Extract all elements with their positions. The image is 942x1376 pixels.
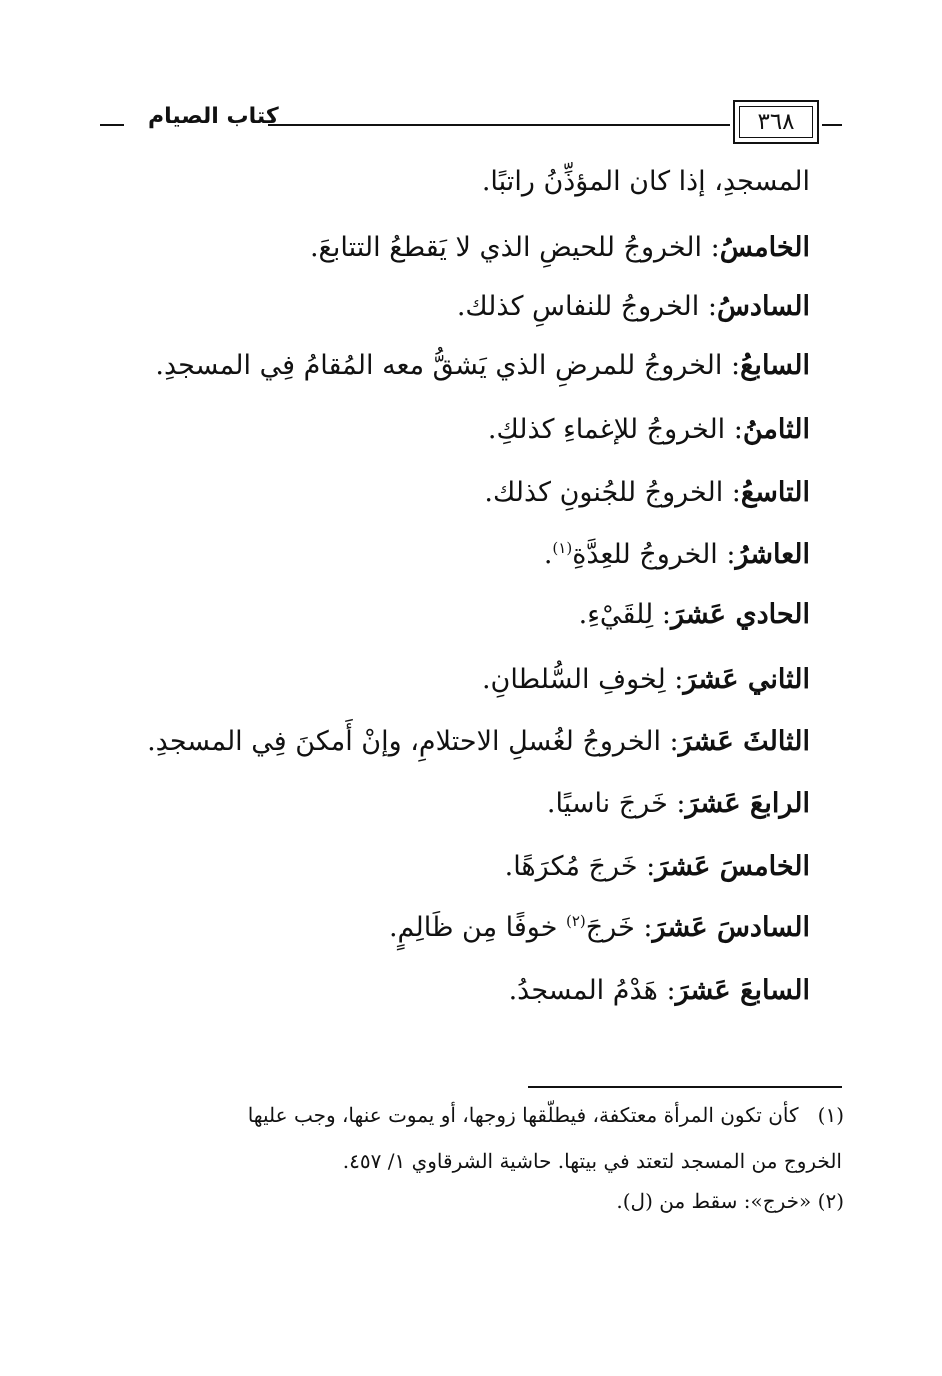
line-tail: خوفًا مِن ظَالِمٍ. (388, 912, 566, 943)
line-label: الحادي عَشرَ (670, 599, 810, 630)
text-line (509, 971, 810, 1011)
footnote-1-line-1 (248, 1098, 844, 1132)
text-line (482, 162, 810, 202)
header-rule-middle (268, 124, 730, 126)
header-rule-left (100, 124, 124, 126)
text-line (389, 908, 810, 948)
line-text: : خَرجَ مُكرَهًا. (504, 851, 656, 882)
line-label: الثالثَ عَشرَ (678, 726, 810, 757)
line-text: : لِخوفِ السُّلطانِ. (481, 664, 684, 695)
footnote-separator (528, 1086, 842, 1088)
footnote-1-number: (١) (817, 1103, 844, 1127)
line-label: التاسعُ (740, 477, 810, 508)
book-title: كتاب الصيام (148, 104, 279, 129)
footnote-1-line-2 (343, 1144, 842, 1178)
footnote-1-continuation: الخروج من المسجد لتعتد في بيتها. حاشية الشرقاوي ١/ ٤٥٧. (342, 1149, 842, 1173)
line-text: : خَرجَ (585, 912, 653, 943)
line-label: السادسُ (716, 291, 810, 322)
page-number: ٣٦٨ (739, 106, 813, 138)
text-line (457, 287, 810, 327)
footnote-ref-2: (٢) (565, 912, 586, 930)
line-tail: . (543, 539, 553, 570)
text-line (310, 228, 810, 268)
line-text: المسجدِ، إذا كان المؤذِّنُ راتبًا. (481, 166, 810, 197)
text-line (544, 535, 810, 575)
footnote-1-text: كأن تكون المرأة معتكفة، فيطلّقها زوجها، أو يموت عنها، وجب عليها (247, 1103, 799, 1127)
text-line (482, 660, 810, 700)
text-line (505, 847, 810, 887)
line-label: السابعُ (740, 350, 810, 381)
text-line (488, 410, 810, 450)
footnote-ref-1: (١) (552, 539, 573, 557)
text-line (155, 346, 810, 386)
line-label: الثامنُ (742, 414, 810, 445)
line-text: : الخروجُ للمرضِ الذي يَشقُّ معه المُقامُ فِي المسجدِ. (155, 350, 741, 381)
line-text: : الخروجُ للعِدَّةِ (572, 539, 736, 570)
footnote-2 (616, 1184, 844, 1218)
line-text: : الخروجُ لغُسلِ الاحتلامِ، وإنْ أَمكنَ فِي المسجدِ. (147, 726, 679, 757)
line-text: : الخروجُ للنفاسِ كذلك. (456, 291, 717, 322)
line-label: السابعَ عَشرَ (675, 975, 810, 1006)
text-line (547, 784, 810, 824)
line-label: الخامسَ عَشرَ (655, 851, 810, 882)
line-label: الرابعَ عَشرَ (685, 788, 810, 819)
line-label: الثاني عَشرَ (683, 664, 810, 695)
line-label: العاشرُ (735, 539, 810, 570)
line-text: : الخروجُ للحيضِ الذي لا يَقطعُ التتابعَ. (309, 232, 720, 263)
line-text: : هَدْمُ المسجدُ. (508, 975, 676, 1006)
line-text: : الخروجُ للجُنونِ كذلك. (484, 477, 741, 508)
line-text: : خَرجَ ناسيًا. (546, 788, 686, 819)
text-line (147, 722, 810, 762)
line-text: : لِلقَيْءِ. (578, 599, 671, 630)
line-label: الخامسُ (719, 232, 810, 263)
footnote-2-number: (٢) (817, 1189, 844, 1213)
header-rule-right (822, 124, 842, 126)
page-number-box (733, 100, 819, 144)
footnote-2-text: «خرج»: سقط من (ل). (616, 1189, 812, 1213)
text-line (579, 595, 810, 635)
text-line (484, 473, 810, 513)
line-text: : الخروجُ للإغماءِ كذلكِ. (487, 414, 743, 445)
line-label: السادسَ عَشرَ (652, 912, 810, 943)
